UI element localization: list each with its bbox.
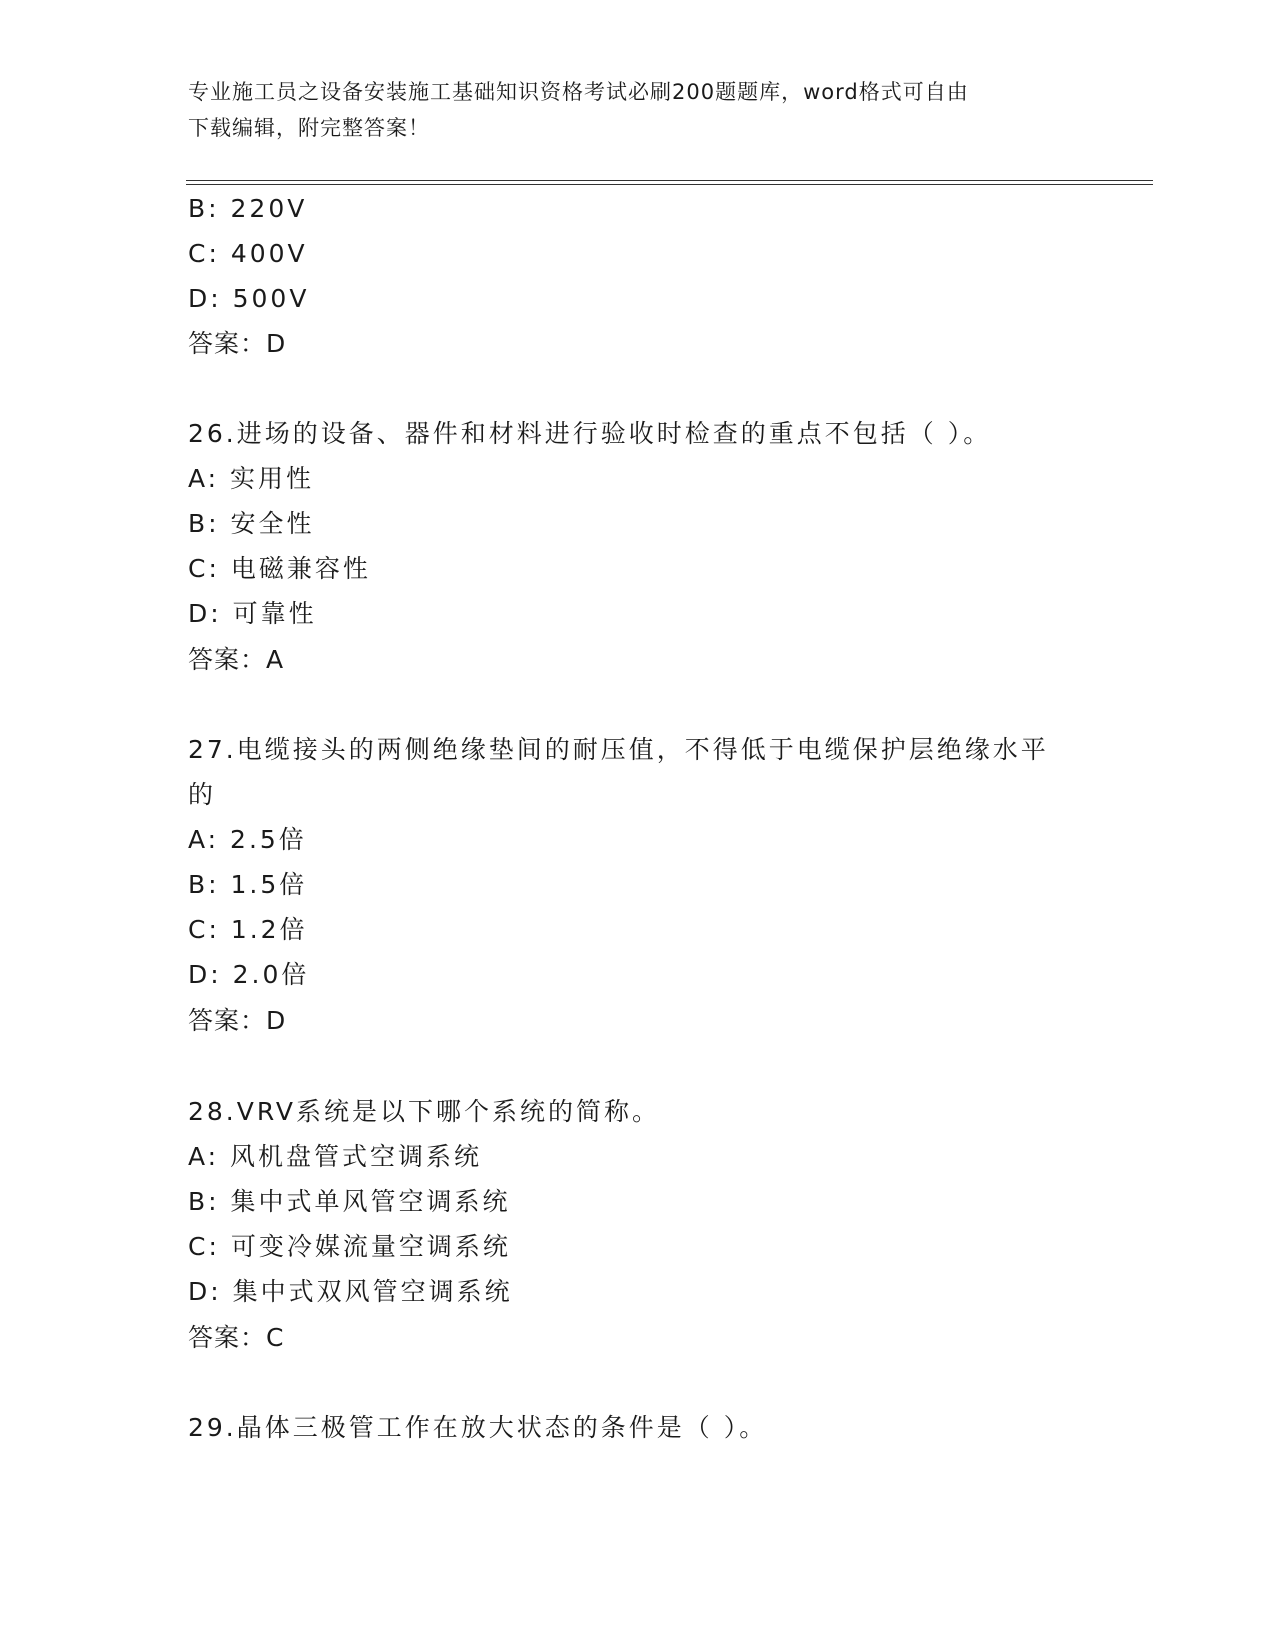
q26-question: 26.进场的设备、器件和材料进行验收时检查的重点不包括（ ）。	[188, 419, 992, 448]
q26-option-a: A: 实用性	[188, 464, 315, 493]
header-line-1: 专业施工员之设备安装施工基础知识资格考试必刷200题题库，word格式可自由	[188, 80, 969, 104]
q27-option-c: C: 1.2倍	[188, 915, 308, 944]
q27-question-line-1: 27.电缆接头的两侧绝缘垫间的耐压值，不得低于电缆保护层绝缘水平	[188, 735, 1049, 764]
q26-option-d: D: 可靠性	[188, 599, 317, 628]
document-header	[188, 74, 1088, 146]
q27-option-b: B: 1.5倍	[188, 870, 308, 899]
header-line-2: 下载编辑，附完整答案！	[188, 116, 430, 140]
q25-answer: 答案：D	[188, 329, 287, 358]
q25-option-c: C: 400V	[188, 239, 308, 268]
q28-option-a: A: 风机盘管式空调系统	[188, 1142, 483, 1171]
q28-option-c: C: 可变冷媒流量空调系统	[188, 1232, 511, 1261]
q27-question-line-2: 的	[188, 780, 217, 809]
header-divider-top	[186, 180, 1153, 181]
q26-option-b: B: 安全性	[188, 509, 315, 538]
q25-option-d: D: 500V	[188, 284, 310, 313]
q27-option-d: D: 2.0倍	[188, 960, 310, 989]
q29-question: 29.晶体三极管工作在放大状态的条件是（ ）。	[188, 1413, 768, 1442]
q28-question: 28.VRV系统是以下哪个系统的简称。	[188, 1097, 660, 1126]
q26-answer: 答案：A	[188, 645, 285, 674]
q28-answer: 答案：C	[188, 1323, 285, 1352]
q25-option-b: B: 220V	[188, 194, 308, 223]
q27-option-a: A: 2.5倍	[188, 825, 307, 854]
q26-option-c: C: 电磁兼容性	[188, 554, 371, 583]
q28-option-b: B: 集中式单风管空调系统	[188, 1187, 511, 1216]
q28-option-d: D: 集中式双风管空调系统	[188, 1277, 513, 1306]
q27-answer: 答案：D	[188, 1006, 287, 1035]
header-divider-bottom	[186, 184, 1153, 185]
